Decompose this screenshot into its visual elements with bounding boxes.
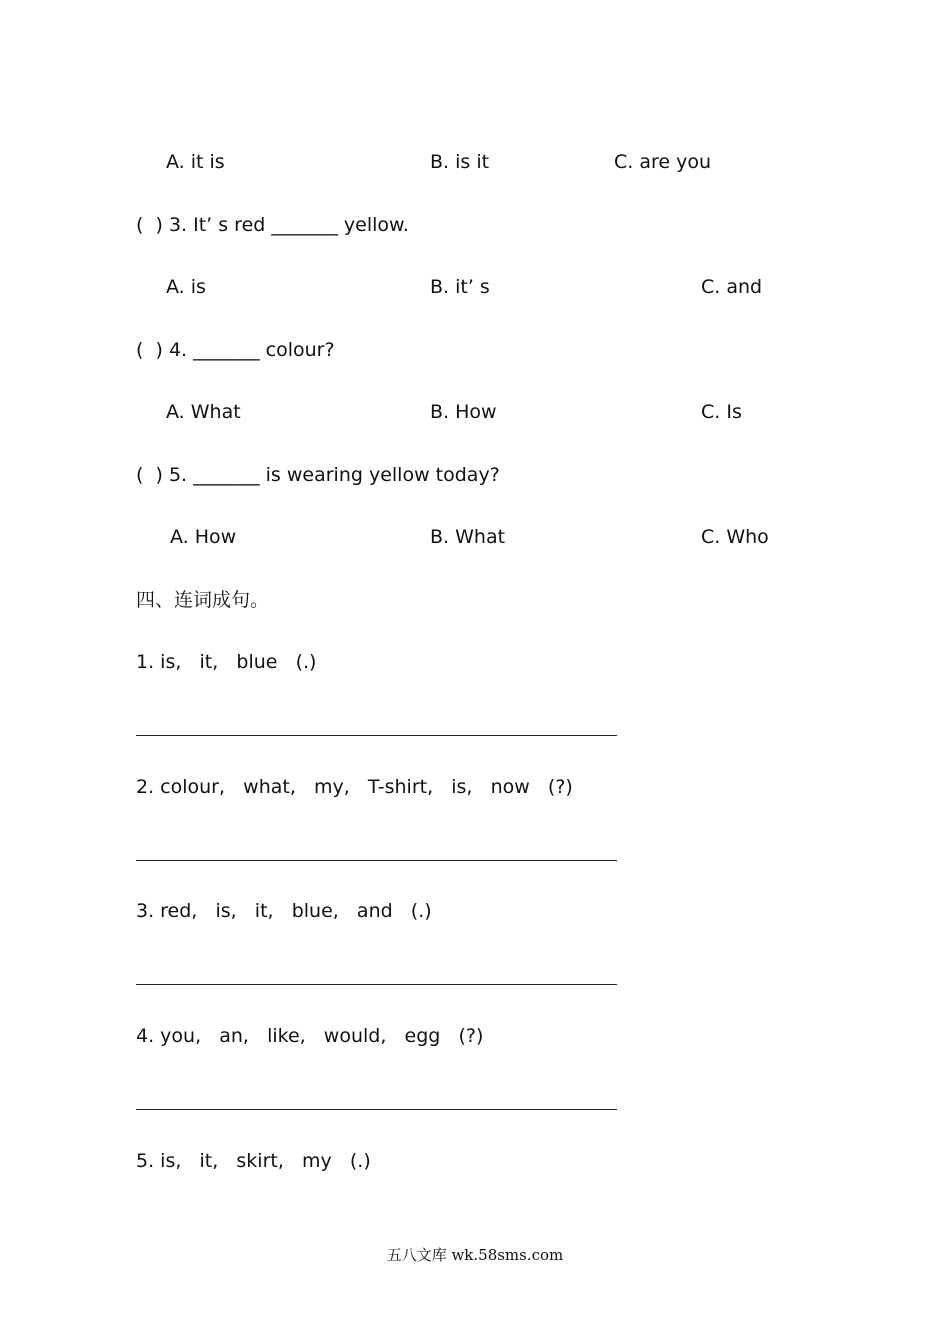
q5-option-a: A. How [170,526,237,548]
q3-option-a: A. is [166,276,206,298]
answer-line-4 [136,1109,617,1110]
q3-stem: ( ) 3. It’ s red _______ yellow. [136,214,409,236]
q2-option-c: C. are you [614,151,712,173]
page-footer: 五八文库 wk.58sms.com [386,1246,564,1264]
answer-line-2 [136,860,617,861]
answer-line-3 [136,984,617,985]
q2-option-a: A. it is [166,151,225,173]
q4-option-b: B. How [430,401,497,423]
q3-option-b: B. it’ s [430,276,490,298]
q4-option-c: C. Is [701,401,742,423]
q5-stem: ( ) 5. _______ is wearing yellow today? [136,464,500,486]
q4-stem: ( ) 4. _______ colour? [136,339,335,361]
sentence-item-4: 4. you, an, like, would, egg (?) [136,1025,484,1047]
sentence-item-1: 1. is, it, blue (.) [136,651,317,673]
q2-option-b: B. is it [430,151,490,173]
sentence-item-2: 2. colour, what, my, T-shirt, is, now (?) [136,776,573,798]
section4-title: 四、连词成句。 [136,589,270,611]
sentence-item-3: 3. red, is, it, blue, and (.) [136,900,432,922]
sentence-item-5: 5. is, it, skirt, my (.) [136,1150,371,1172]
q3-option-c: C. and [701,276,763,298]
answer-line-1 [136,735,617,736]
q5-option-c: C. Who [701,526,769,548]
q4-option-a: A. What [166,401,241,423]
q5-option-b: B. What [430,526,506,548]
